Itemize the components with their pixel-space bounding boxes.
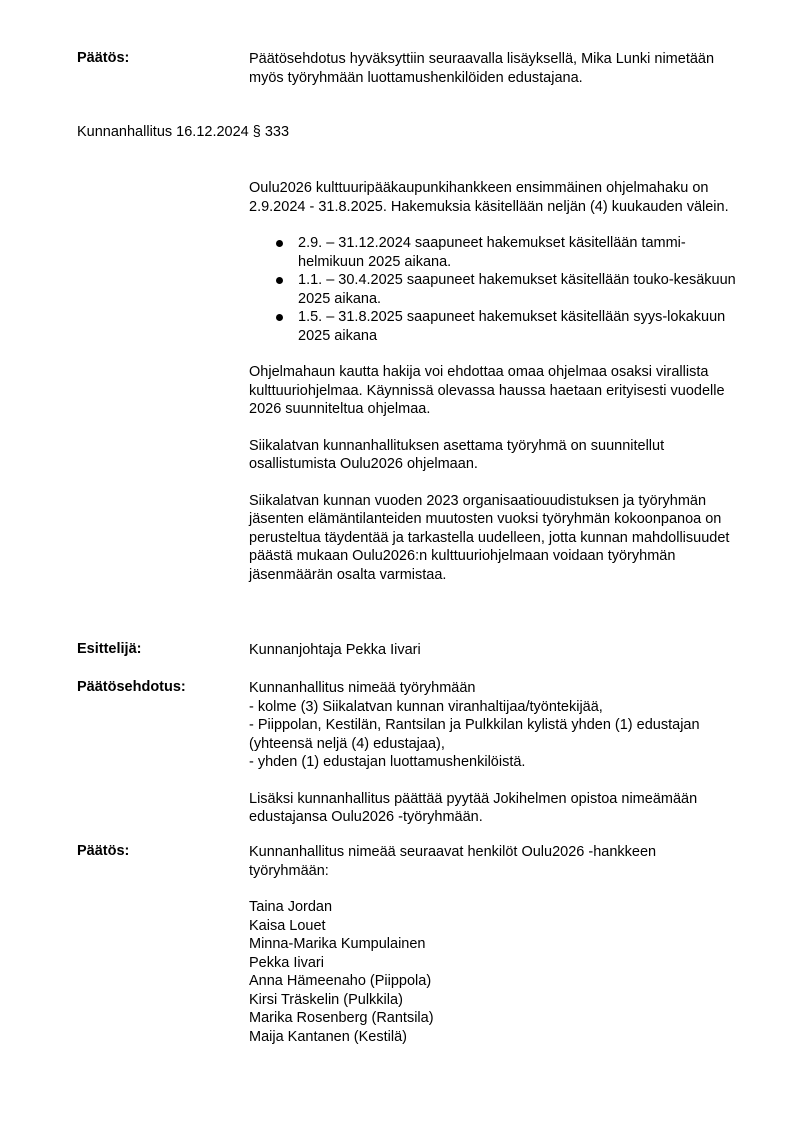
bullet-icon xyxy=(276,240,283,247)
decision-text xyxy=(249,843,739,1046)
proposal-line: - kolme (3) Siikalatvan kunnan viranhaltijaa/työntekijää, xyxy=(249,698,603,715)
intro-paragraph-4: Siikalatvan kunnan vuoden 2023 organisaatiouudistuksen ja työryhmän jäsenten elämäntilanteiden muutosten vuoksi työryhmän kokoonpanoa on perusteltua täydentää ja tarkastella uudelleen, jotta kunnan mahdollisuudet päästä mukaan Oulu2026:n kulttuuriohjelmaan voidaan työryhmän jäsenmäärän osalta varmistaa. xyxy=(249,492,730,583)
list-item: Taina Jordan xyxy=(249,899,333,915)
meeting-heading: Kunnanhallitus 16.12.2024 § 333 xyxy=(77,124,290,140)
proposal-line: Kunnanhallitus nimeää työryhmään xyxy=(249,680,476,696)
decision-label: Päätös: xyxy=(77,843,130,859)
list-item: Pekka Iivari xyxy=(249,954,324,971)
intro-paragraph-2: Ohjelmahaun kautta hakija voi ehdottaa omaa ohjelmaa osaksi virallista kulttuuriohjelmaa. Käynnissä olevassa haussa haetaan erityisesti vuodelle 2026 suunniteltua ohjelmaa. xyxy=(249,364,725,417)
list-item: Marika Rosenberg (Rantsila) xyxy=(249,1010,434,1026)
list-item: Kaisa Louet xyxy=(249,917,326,934)
decision-text xyxy=(249,50,739,87)
proposal-label: Päätösehdotus: xyxy=(77,679,186,695)
intro-paragraph-1: Oulu2026 kulttuuripääkaupunkihankkeen ensimmäinen ohjelmahaku on 2.9.2024 - 31.8.2025. Hakemuksia käsitellään neljän (4) kuukauden välein. xyxy=(249,180,729,215)
list-item: 1.5. – 31.8.2025 saapuneet hakemukset käsitellään syys-lokakuun 2025 aikana xyxy=(249,308,739,345)
bullet-icon xyxy=(276,277,283,284)
list-item: 1.1. – 30.4.2025 saapuneet hakemukset käsitellään touko-kesäkuun 2025 aikana. xyxy=(249,271,739,308)
proposal-line: - yhden (1) edustajan luottamushenkilöistä. xyxy=(249,754,526,770)
list-item: 2.9. – 31.12.2024 saapuneet hakemukset käsitellään tammi-helmikuun 2025 aikana. xyxy=(249,234,739,271)
list-item: Minna-Marika Kumpulainen xyxy=(249,936,426,952)
list-item: Kirsi Träskelin (Pulkkila) xyxy=(249,991,403,1008)
proposal-text xyxy=(249,679,739,827)
intro-section xyxy=(249,179,739,584)
decision-paragraph: Kunnanhallitus nimeää seuraavat henkilöt Oulu2026 -hankkeen työryhmään: xyxy=(249,844,657,879)
list-item: Anna Hämeenaho (Piippola) xyxy=(249,973,432,989)
bullet-icon xyxy=(276,314,283,321)
list-item: Maija Kantanen (Kestilä) xyxy=(249,1028,407,1045)
decision-paragraph: Päätösehdotus hyväksyttiin seuraavalla lisäyksellä, Mika Lunki nimetään myös työryhmään luottamushenkilöiden edustajana. xyxy=(249,51,715,86)
schedule-list xyxy=(249,234,739,345)
presenter-value: Kunnanjohtaja Pekka Iivari xyxy=(249,642,421,658)
decision-label: Päätös: xyxy=(77,50,130,66)
presenter-label: Esittelijä: xyxy=(77,641,142,657)
proposal-extra: Lisäksi kunnanhallitus päättää pyytää Jokihelmen opistoa nimeämään edustajansa Oulu2026 -työryhmään. xyxy=(249,790,698,825)
intro-paragraph-3: Siikalatvan kunnanhallituksen asettama työryhmä on suunnitellut osallistumista Oulu2026 ohjelmaan. xyxy=(249,437,665,472)
member-list xyxy=(249,898,739,1046)
proposal-line: - Piippolan, Kestilän, Rantsilan ja Pulkkilan kylistä yhden (1) edustajan (yhteensä neljä (4) edustajaa), xyxy=(249,717,700,752)
